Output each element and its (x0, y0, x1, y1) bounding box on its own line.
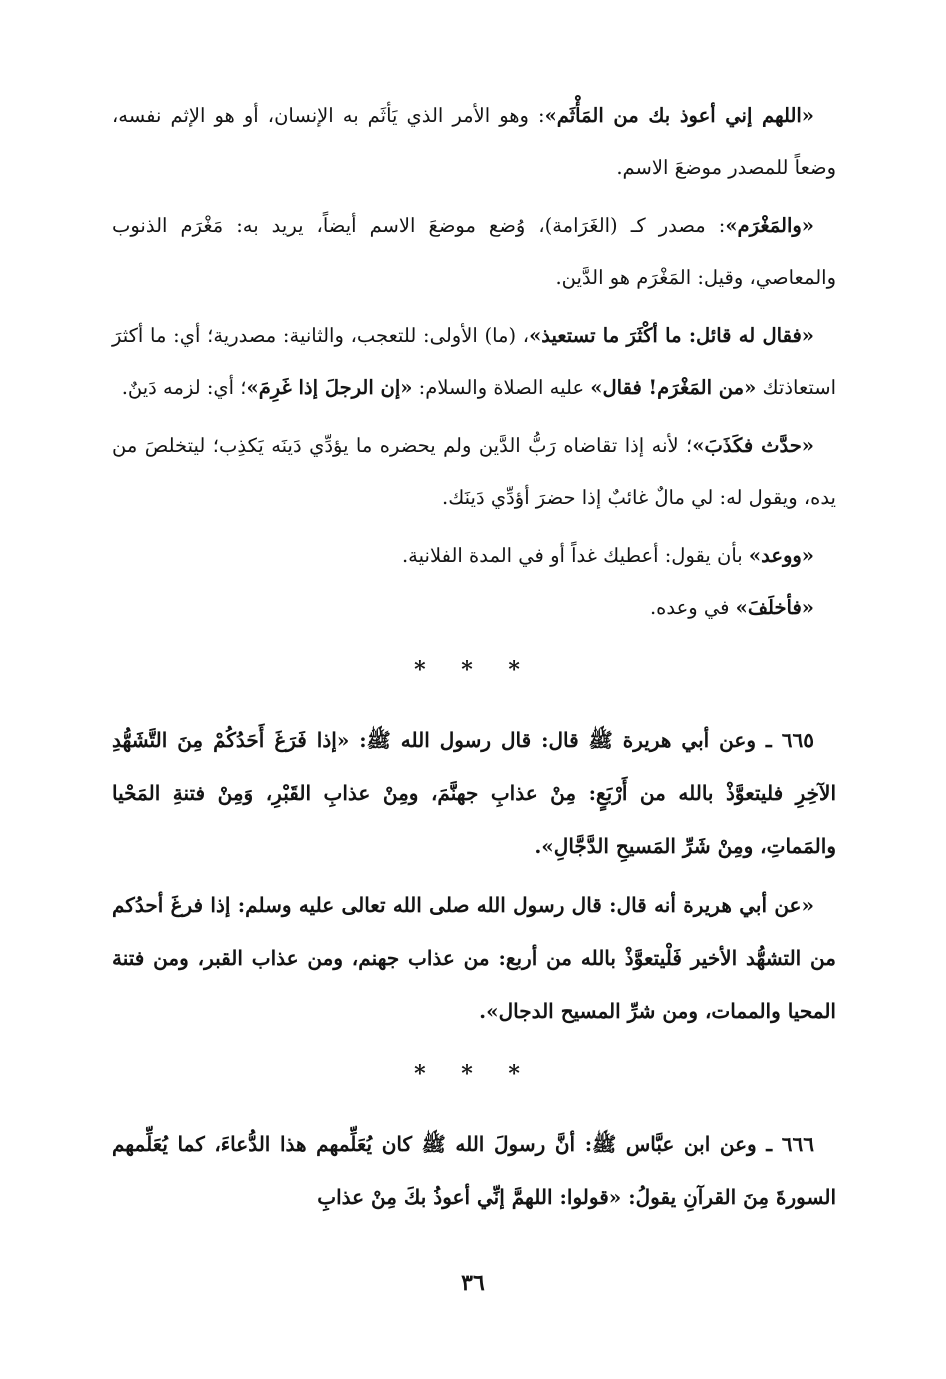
commentary-term: «فقال له قائل: ما أكْثَرَ ما تستعيذ» (529, 324, 814, 347)
commentary-text: : وهو الأمر الذي يَأثَم به الإنسان، أو هو الإثم نفسه، وضعاً للمصدر موضعَ الاسم. (112, 104, 836, 179)
commentary-term: «حدَّث فكَذَبَ» (692, 434, 814, 457)
commentary-term: «من المَغْرَم! فقال» (590, 376, 757, 399)
commentary-text: ؛ لأنه إذا تقاضاه رَبُّ الدَّين ولم يحضره ما يؤدِّي دَينَه يَكذِب؛ ليتخلصَ من يده، ويقول له: لي مالٌ غائبٌ إذا حضرَ أؤدِّي دَينَك. (112, 434, 836, 509)
section-separator: * * * (414, 1061, 534, 1087)
commentary-term: «فأخلَفَ» (735, 596, 814, 619)
hadith-number: ٦٦٦ (781, 1132, 814, 1156)
commentary-paragraph (112, 310, 836, 414)
section-separator: * * * (414, 657, 534, 683)
commentary-term: «إن الرجلَ إذا غَرِمَ» (246, 376, 413, 399)
commentary-text: بأن يقول: أعطيك غداً أو في المدة الفلانية. (401, 544, 749, 567)
commentary-text: ؛ أي: لزمه دَينٌ. (121, 376, 247, 399)
hadith-variant: «عن أبي هريرة أنه قال: قال رسول الله صلى الله تعالى عليه وسلم: إذا فرغَ أحدُكم من التشهُّد الأخير فَلْيتعوَّذْ بالله من أربع: من عذاب جهنم، ومن عذاب القبر، ومن فتنة المحيا والممات، ومن شرِّ المسيح الدجال». (112, 893, 836, 1023)
commentary-text: : مصدر كـ (الغَرَامة)، وُضع موضعَ الاسم أيضاً، يريد به: مَغْرَم الذنوب والمعاصي، وقيل: المَغْرَم هو الدَّين. (112, 214, 836, 289)
commentary-paragraph (112, 90, 836, 194)
commentary-paragraph (112, 582, 836, 634)
commentary-term: «ووعد» (748, 544, 814, 567)
commentary-text: عليه الصلاة والسلام: (412, 376, 591, 399)
commentary-paragraph (112, 530, 836, 582)
hadith-number: ٦٦٥ (781, 728, 814, 752)
commentary-paragraph (112, 420, 836, 524)
page-body (112, 90, 836, 1224)
page-number: ٣٦ (461, 1270, 485, 1296)
hadith-665 (112, 714, 836, 873)
commentary-text: في وعده. (649, 596, 736, 619)
commentary-term: «اللهم إني أعوذ بك من المَأْثَم» (544, 104, 814, 127)
hadith-text: ـ وعن أبي هريرة ﷺ قال: قال رسول الله ﷺ: «إذا فَرَغَ أَحَدُكُمْ مِنَ التَّشَهُّدِ الآخِرِ فليتعوَّذْ بالله من أَرْبَعٍ: مِنْ عذابِ جهنَّمَ، ومِنْ عذابِ القَبْرِ، وَمِنْ فتنةِ المَحْيا والمَماتِ، ومِنْ شَرِّ المَسيحِ الدَّجَّالِ». (112, 728, 836, 858)
commentary-text: ، (ما) الأولى: للتعجب، والثانية: مصدرية؛ أي: ما أكثرَ استعاذتك (112, 324, 836, 399)
commentary-term: «والمَغْرَم» (725, 214, 814, 237)
commentary-paragraph (112, 200, 836, 304)
hadith-666 (112, 1118, 836, 1224)
hadith-text: ـ وعن ابن عبَّاس ﷺ: أنَّ رسولَ الله ﷺ كان يُعَلِّمهم هذا الدُّعاءَ، كما يُعَلِّمهم السورةَ مِنَ القرآنِ يقولُ: «قولوا: اللهمَّ إنِّي أعوذُ بكَ مِنْ عذابِ (112, 1132, 836, 1209)
